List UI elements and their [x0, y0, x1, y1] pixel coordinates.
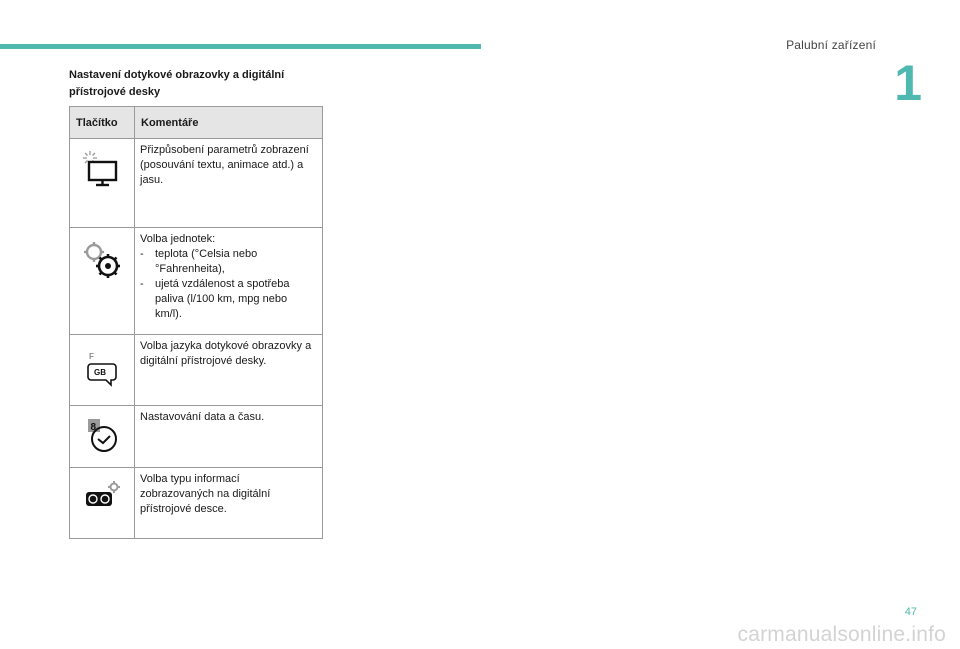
watermark: carmanualsonline.info [737, 623, 946, 646]
display-brightness-icon [80, 148, 124, 192]
instrument-panel-icon [80, 477, 124, 521]
svg-text:F: F [89, 352, 94, 361]
column-header-comment: Komentáře [135, 107, 323, 139]
top-accent-bar [0, 44, 481, 49]
table-header-row [70, 107, 323, 139]
row-comment: Volba jednotek: [140, 233, 216, 245]
row-comment: Nastavování data a času. [135, 406, 323, 468]
section-title: Nastavení dotykové obrazovky a digitální přístrojové desky [69, 69, 285, 98]
list-item: - ujetá vzdálenost a spotřeba paliva (l/100 km, mpg nebo km/l). [140, 277, 316, 322]
column-header-button: Tlačítko [70, 107, 135, 139]
table-row [70, 139, 323, 228]
table-row [70, 335, 323, 406]
row-comment: Přizpůsobení parametrů zobrazení (posouvání textu, animace atd.) a jasu. [135, 139, 323, 228]
date-time-icon [80, 413, 124, 457]
page-number: 47 [904, 606, 917, 618]
row-comment: Volba jazyka dotykové obrazovky a digitální přístrojové desky. [135, 335, 323, 406]
settings-table [69, 106, 323, 539]
language-bubble-icon [80, 346, 124, 390]
table-row [70, 228, 323, 335]
chapter-number: 1 [894, 55, 922, 111]
svg-text:GB: GB [94, 368, 106, 377]
units-gears-icon [80, 239, 124, 283]
table-row [70, 468, 323, 539]
list-item: - teplota (°Celsia nebo °Fahrenheita), [140, 247, 316, 277]
row-comment: Volba typu informací zobrazovaných na digitální přístrojové desce. [135, 468, 323, 539]
units-list [140, 247, 316, 322]
table-row [70, 406, 323, 468]
svg-text:8: 8 [90, 422, 97, 433]
running-header: Palubní zařízení [786, 38, 876, 52]
